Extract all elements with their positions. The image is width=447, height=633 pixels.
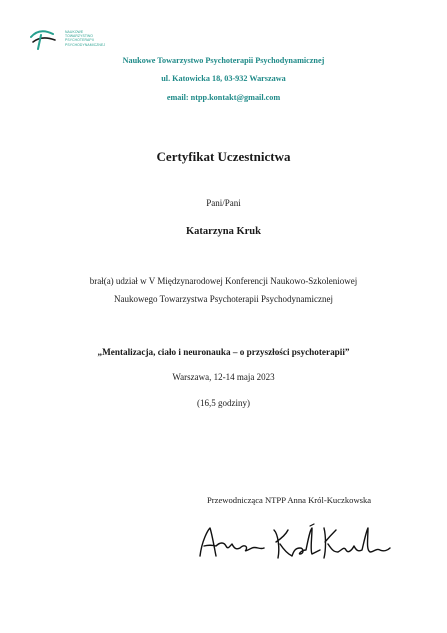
organization-name: Naukowe Towarzystwo Psychoterapii Psychodynamicznej xyxy=(122,56,325,65)
certificate-title: Certyfikat Uczestnictwa xyxy=(156,149,291,164)
recipient-name: Katarzyna Kruk xyxy=(186,226,261,237)
logo-line: PSYCHOTERAPII xyxy=(65,38,94,43)
ntpp-logo-icon xyxy=(29,28,57,50)
logo-line: PSYCHODYNAMICZNEJ xyxy=(65,42,106,47)
logo-wordmark xyxy=(65,30,105,47)
participation-text-line1: brał(a) udział w V Międzynarodowej Konferencji Naukowo-Szkoleniowej xyxy=(89,276,358,286)
handwritten-signature xyxy=(194,520,394,564)
salutation: Pani/Pani xyxy=(206,198,241,208)
place-and-date: Warszawa, 12-14 maja 2023 xyxy=(172,372,275,382)
signatory-role: Przewodnicząca NTPP Anna Król-Kuczkowska xyxy=(207,495,372,505)
hours-count: (16,5 godziny) xyxy=(197,398,250,408)
organization-address: ul. Katowicka 18, 03-932 Warszawa xyxy=(161,74,286,83)
logo-line: TOWARZYSTWO xyxy=(65,34,94,39)
conference-title: „Mentalizacja, ciało i neuronauka – o przyszłości psychoterapii” xyxy=(97,347,350,357)
ntpp-logo xyxy=(29,28,119,50)
logo-line: NAUKOWE xyxy=(65,30,84,34)
organization-email: email: ntpp.kontakt@gmail.com xyxy=(166,93,281,102)
participation-text-line2: Naukowego Towarzystwa Psychoterapii Psychodynamicznej xyxy=(114,294,333,304)
